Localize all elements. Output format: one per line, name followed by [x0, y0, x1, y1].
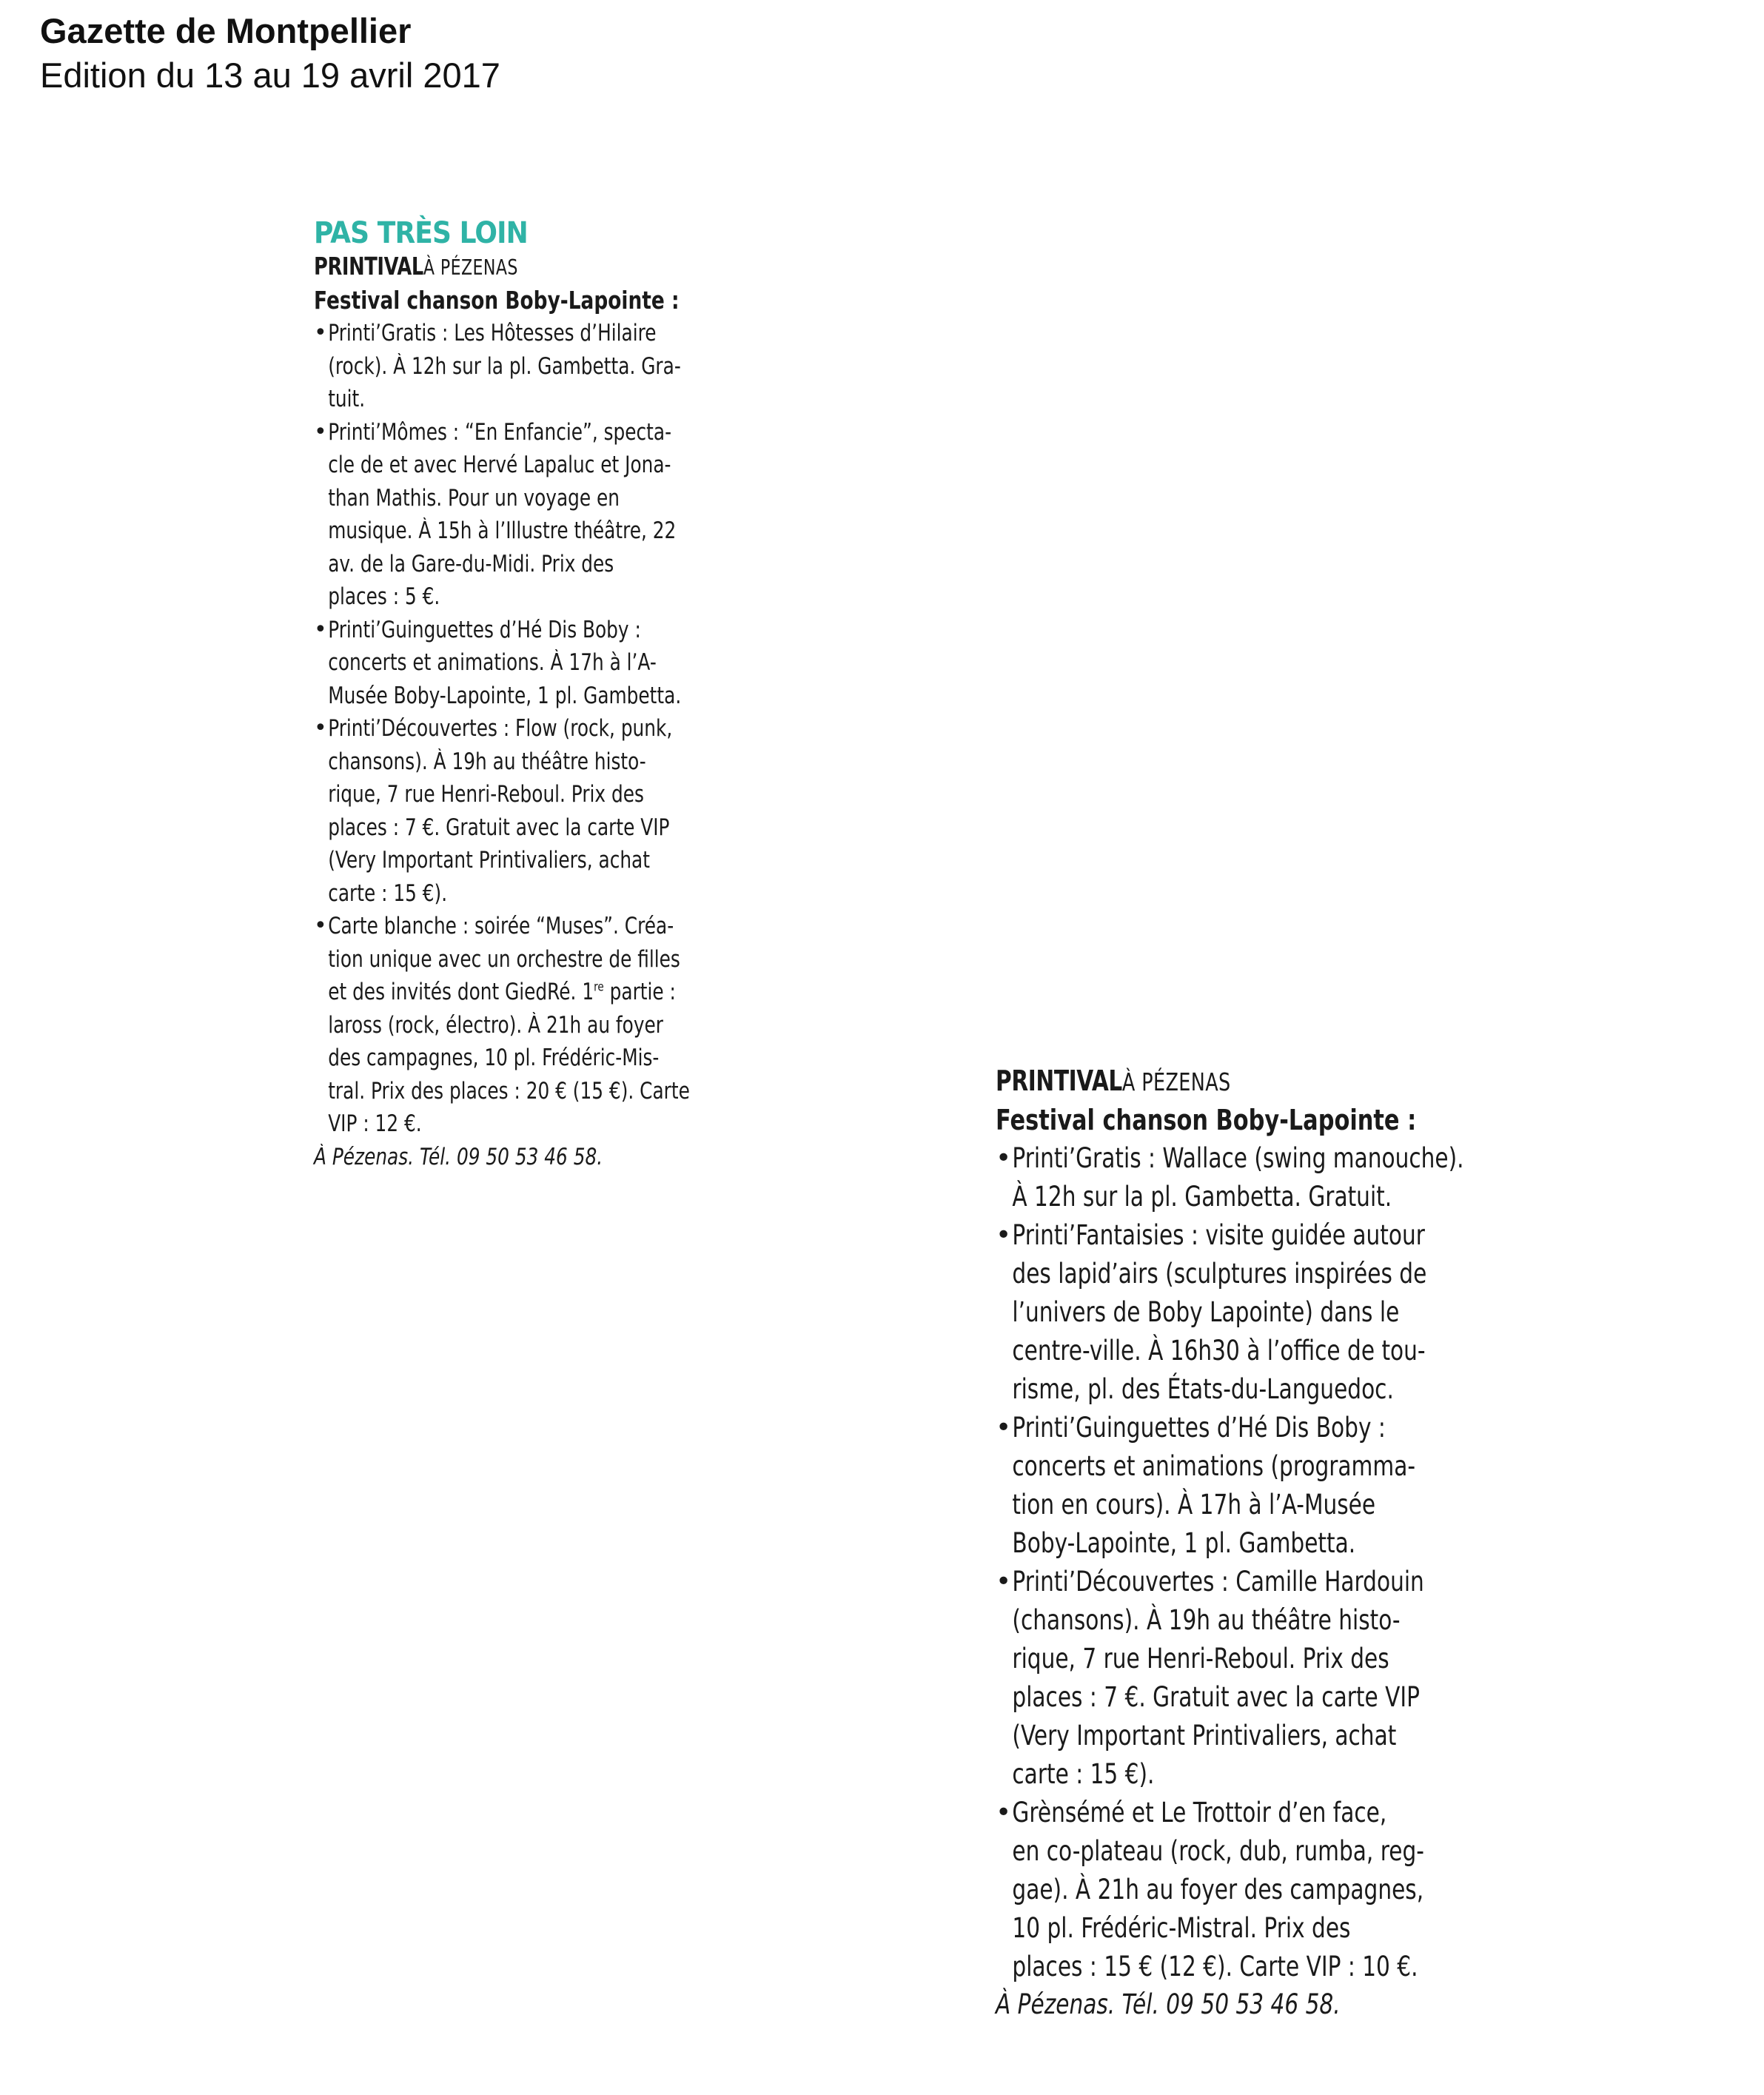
article-clip-1 [314, 216, 758, 1173]
list-item [996, 1409, 1514, 1563]
item-line: than Mathis. Pour un voyage en [328, 484, 620, 512]
program-list [314, 317, 758, 1141]
event-heading [314, 250, 660, 284]
item-line: places : 7 €. Gratuit avec la carte VIP [1012, 1681, 1420, 1713]
item-line: tion unique avec un orchestre de filles [328, 945, 680, 973]
bullet-icon: • [314, 418, 327, 445]
contact-footer: À Pézenas. Tél. 09 50 53 46 58. [996, 1988, 1341, 2020]
item-line: Printi’Mômes : “En Enfancie”, specta- [328, 418, 672, 446]
event-name: PRINTIVAL [996, 1065, 1122, 1097]
contact-footer: À Pézenas. Tél. 09 50 53 46 58. [314, 1143, 603, 1170]
item-line: places : 15 € (12 €). Carte VIP : 10 €. [1012, 1951, 1418, 1982]
item-line: rique, 7 rue Henri-Reboul. Prix des [1012, 1643, 1389, 1675]
list-item [996, 1794, 1514, 1986]
event-location: À PÉZENAS [423, 255, 518, 280]
item-line: musique. À 15h à l’Illustre théâtre, 22 [328, 517, 677, 544]
item-line: rique, 7 rue Henri-Reboul. Prix des [328, 781, 644, 808]
item-line: gae). À 21h au foyer des campagnes, [1012, 1874, 1424, 1905]
item-line: centre-ville. À 16h30 à l’office de tou- [1012, 1335, 1426, 1367]
item-line: Printi’Gratis : Wallace (swing manouche). [1012, 1142, 1464, 1174]
item-line: des campagnes, 10 pl. Frédéric-Mis- [328, 1045, 660, 1071]
article-clip-2 [996, 1062, 1514, 2023]
list-item [314, 317, 758, 416]
bullet-icon: • [996, 1220, 1012, 1250]
list-item [314, 910, 758, 1141]
item-line-part: et des invités dont GiedRé. 1 [328, 979, 594, 1005]
bullet-icon: • [996, 1143, 1012, 1173]
item-line: concerts et animations. À 17h à l’A- [328, 649, 657, 676]
item-line: Printi’Découvertes : Camille Hardouin [1012, 1566, 1424, 1598]
item-line: (chansons). À 19h au théâtre histo- [1012, 1604, 1401, 1636]
publication-title: Gazette de Montpellier [40, 11, 412, 50]
item-line: Printi’Gratis : Les Hôtesses d’Hilaire [328, 320, 657, 346]
item-line: carte : 15 €). [328, 879, 448, 907]
bullet-icon: • [314, 913, 327, 939]
item-line: tral. Prix des places : 20 € (15 €). Carte [328, 1077, 690, 1105]
item-line: Printi’Guinguettes d’Hé Dis Boby : [328, 616, 641, 643]
item-line: (Very Important Printivaliers, achat [328, 847, 650, 874]
item-line: places : 5 €. [328, 583, 440, 610]
item-line: laross (rock, électro). À 21h au foyer [328, 1011, 663, 1039]
item-line: tuit. [328, 386, 366, 412]
item-line: des lapid’airs (sculptures inspirées de [1012, 1258, 1427, 1290]
item-line: av. de la Gare-du-Midi. Prix des [328, 550, 614, 577]
event-name: PRINTIVAL [314, 252, 423, 281]
bullet-icon: • [314, 715, 327, 741]
item-line: carte : 15 €). [1012, 1758, 1155, 1790]
item-line: risme, pl. des États-du-Languedoc. [1012, 1373, 1394, 1405]
ordinal-superscript: re [594, 979, 604, 995]
bullet-icon: • [996, 1412, 1012, 1443]
item-line: À 12h sur la pl. Gambetta. Gratuit. [1012, 1181, 1392, 1213]
masthead [40, 9, 500, 98]
item-line: l’univers de Boby Lapointe) dans le [1012, 1296, 1400, 1328]
item-line: (Very Important Printivaliers, achat [1012, 1720, 1397, 1752]
item-line-part: partie : [603, 979, 676, 1005]
list-item [314, 614, 758, 713]
item-line: Carte blanche : soirée “Muses”. Créa- [328, 913, 674, 939]
item-line: Printi’Guinguettes d’Hé Dis Boby : [1012, 1412, 1386, 1444]
list-item [314, 416, 758, 614]
bullet-icon: • [996, 1797, 1012, 1828]
item-line: 10 pl. Frédéric-Mistral. Prix des [1012, 1912, 1351, 1944]
item-line: Printi’Découvertes : Flow (rock, punk, [328, 715, 673, 742]
item-line [314, 976, 676, 1009]
list-item [996, 1563, 1514, 1794]
item-line: VIP : 12 €. [328, 1110, 422, 1137]
item-line: Grènsémé et Le Trottoir d’en face, [1012, 1797, 1387, 1828]
event-heading [996, 1062, 1400, 1101]
bullet-icon: • [996, 1566, 1012, 1597]
item-line: Printi’Fantaisies : visite guidée autour [1012, 1219, 1425, 1251]
item-line: (rock). À 12h sur la pl. Gambetta. Gra- [328, 352, 681, 380]
item-line: tion en cours). À 17h à l’A-Musée [1012, 1489, 1376, 1521]
item-line: chansons). À 19h au théâtre histo- [328, 748, 646, 775]
item-line: Boby-Lapointe, 1 pl. Gambetta. [1012, 1527, 1356, 1559]
bullet-icon: • [314, 616, 327, 643]
item-line: concerts et animations (programma- [1012, 1450, 1416, 1482]
item-line: places : 7 €. Gratuit avec la carte VIP [328, 814, 670, 841]
section-kicker: PAS TRÈS LOIN [314, 216, 528, 250]
list-item [996, 1139, 1514, 1216]
edition-date: Edition du 13 au 19 avril 2017 [40, 56, 500, 95]
program-list [996, 1139, 1514, 1986]
festival-title: Festival chanson Boby-Lapointe : [996, 1104, 1417, 1136]
list-item [996, 1216, 1514, 1409]
item-line: Musée Boby-Lapointe, 1 pl. Gambetta. [328, 682, 682, 709]
bullet-icon: • [314, 320, 327, 346]
festival-title: Festival chanson Boby-Lapointe : [314, 286, 680, 315]
item-line: cle de et avec Hervé Lapaluc et Jona- [328, 452, 671, 478]
event-location: À PÉZENAS [1121, 1068, 1231, 1096]
item-line: en co-plateau (rock, dub, rumba, reg- [1012, 1835, 1424, 1867]
list-item [314, 712, 758, 910]
